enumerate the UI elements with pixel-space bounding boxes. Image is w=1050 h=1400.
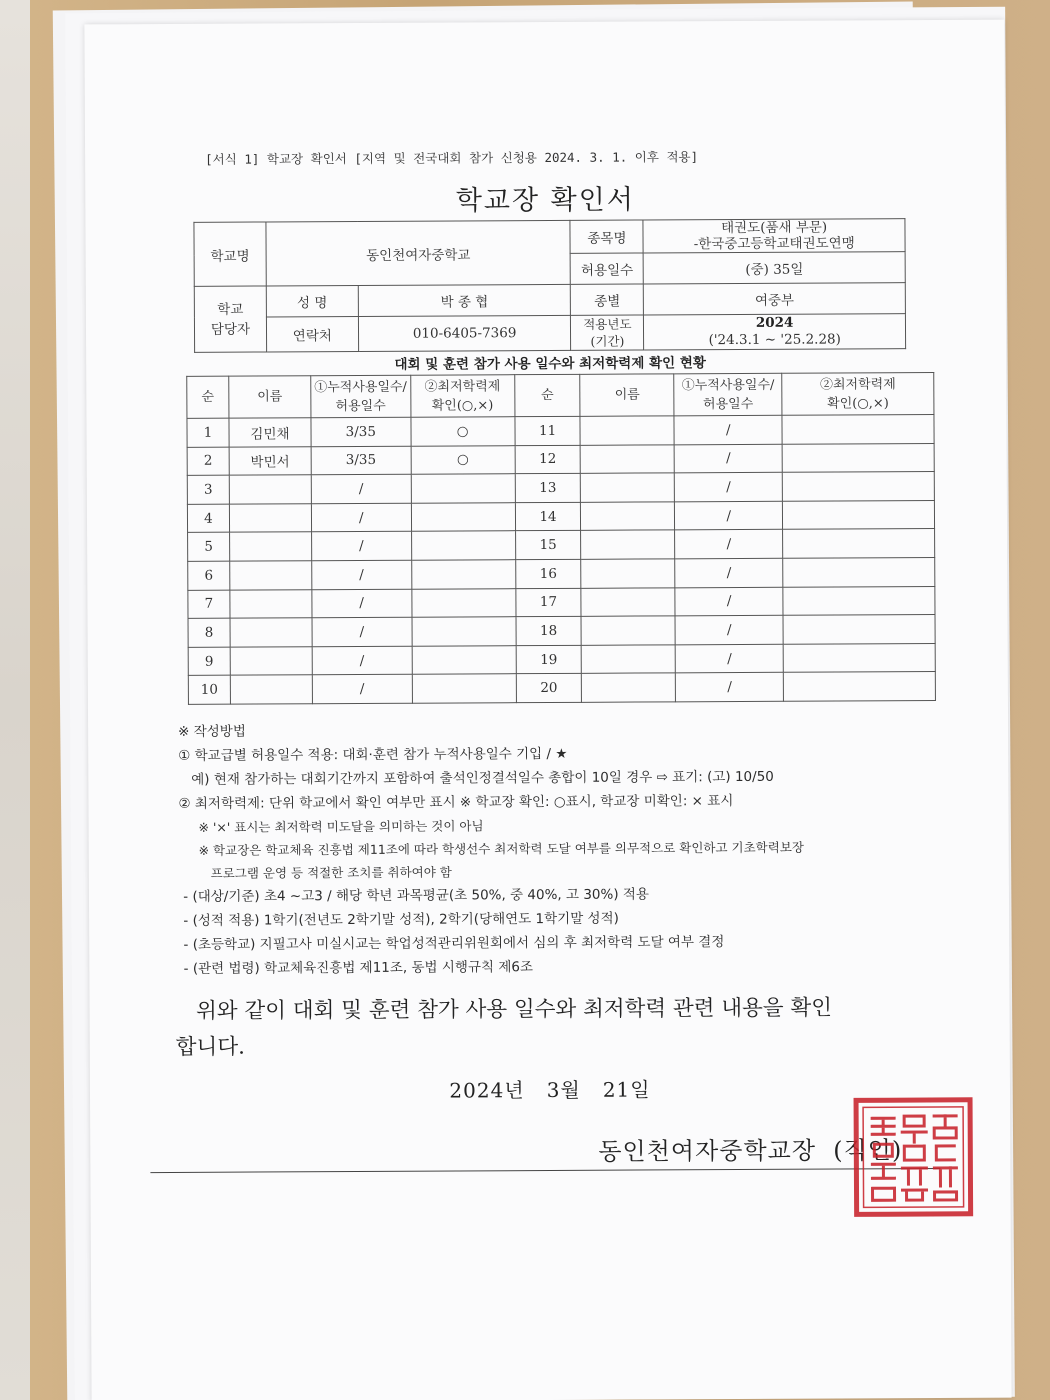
- event-value: [643, 219, 905, 253]
- document-title: 학교장 확인서: [455, 184, 635, 217]
- row-check: ○: [411, 445, 515, 474]
- signature-divider: [150, 1168, 940, 1173]
- row-num: 3: [187, 475, 229, 504]
- col-header-num-right: 순: [514, 374, 580, 416]
- row-check: [412, 588, 516, 617]
- row-days-right: /: [675, 615, 783, 644]
- instruction-line: ※ 작성방법: [178, 723, 246, 740]
- row-name: [230, 532, 312, 561]
- row-days: /: [312, 560, 412, 589]
- row-check-right: [783, 615, 935, 644]
- row-name: [230, 646, 312, 675]
- row-name-right: [582, 673, 676, 702]
- row-days-right: /: [674, 444, 782, 473]
- event-value-line1: 태권도(품새 부문): [721, 219, 828, 237]
- row-check: [411, 502, 515, 531]
- instruction-line: - (대상/기준) 초4 ~고3 / 해당 학년 과목평균(초 50%, 중 40%, 고 30%) 적용: [178, 886, 649, 905]
- row-num-right: 16: [515, 559, 581, 588]
- row-num-right: 19: [516, 645, 582, 674]
- category-value: 여중부: [644, 283, 906, 315]
- row-days-right: /: [675, 587, 783, 616]
- row-num-right: 20: [516, 674, 582, 703]
- row-check-right: [783, 672, 935, 701]
- row-days: /: [311, 474, 411, 503]
- col-header-days: [311, 375, 411, 418]
- row-check-right: [783, 500, 935, 529]
- instruction-line: 프로그램 운영 등 적절한 조치를 취하여야 함: [178, 864, 452, 881]
- row-check: [412, 645, 516, 674]
- row-days: /: [312, 617, 412, 646]
- year-value-line1: 2024: [755, 314, 794, 331]
- table-header-row: [187, 372, 934, 418]
- section-title: 대회 및 훈련 참가 사용 일수와 최저학력제 확인 현황: [394, 355, 706, 373]
- row-days-right: /: [675, 472, 783, 501]
- row-num-right: 15: [515, 531, 581, 560]
- row-num: 6: [188, 561, 230, 590]
- instruction-line: 예) 현재 참가하는 대회기간까지 포함하여 출석인정결석일수 총합이 10일 경우 ⇨ 표기: (고) 10/50: [178, 768, 774, 788]
- row-days: /: [311, 532, 411, 561]
- row-days-right: /: [675, 644, 783, 673]
- row-num: 2: [187, 447, 229, 476]
- manager-label: [194, 286, 266, 352]
- instruction-line: ① 학교급별 허용일수 적용: 대회·훈련 참가 누적사용일수 기입 / ★: [178, 745, 568, 764]
- instruction-line: - (초등학교) 지필고사 미실시교는 학업성적관리위원회에서 심의 후 최저학력 도달 여부 결정: [179, 934, 725, 953]
- instruction-line: ※ '×' 표시는 최저학력 미도달을 의미하는 것이 아님: [178, 818, 484, 835]
- instruction-line: ※ 학교장은 학교체육 진흥법 제11조에 따라 학생선수 최저학력 도달 여부를 의무적으로 확인하고 기초학력보장: [178, 839, 804, 858]
- table-row: [187, 500, 934, 533]
- row-name: [230, 589, 312, 618]
- col-header-check-line2: 확인(○,×): [431, 397, 494, 414]
- row-days-right: /: [676, 673, 784, 702]
- manager-label-line1: 학교: [217, 301, 244, 318]
- contact-value: 010-6405-7369: [358, 315, 571, 351]
- table-row: [188, 529, 935, 562]
- row-name: 박민서: [229, 446, 311, 475]
- row-num-right: 11: [515, 416, 581, 445]
- event-value-line2: -한국중고등학교태권도연맹: [693, 235, 855, 253]
- name-value: 박 종 협: [358, 284, 571, 316]
- row-days-right: /: [675, 558, 783, 587]
- row-check-right: [782, 414, 934, 443]
- col-header-check-right-line2: 확인(○,×): [827, 395, 889, 412]
- table-row: [188, 643, 935, 676]
- row-num: 4: [187, 504, 229, 533]
- closing-line1: 위와 같이 대회 및 훈련 참가 사용 일수와 최저학력 관련 내용을 확인: [175, 995, 833, 1024]
- col-header-check: [410, 375, 514, 418]
- row-check: [411, 474, 515, 503]
- row-num-right: 12: [515, 445, 581, 474]
- row-check-right: [783, 557, 935, 586]
- row-name: 김민채: [229, 418, 311, 447]
- row-name-right: [581, 616, 675, 645]
- row-days: 3/35: [311, 446, 411, 475]
- row-check: [412, 617, 516, 646]
- table-row: [187, 443, 934, 476]
- row-name-right: [581, 502, 675, 531]
- closing-line2: 합니다.: [175, 1034, 245, 1060]
- row-num: 8: [188, 618, 230, 647]
- document-sheet: [84, 20, 1011, 1400]
- row-check-right: [782, 472, 934, 501]
- col-header-days-right-line1: ①누적사용일수/: [681, 377, 775, 393]
- col-header-days-right: [674, 373, 782, 416]
- row-days-right: /: [675, 530, 783, 559]
- table-row: [188, 672, 935, 705]
- row-days: /: [312, 675, 412, 704]
- instruction-line: - (성적 적용) 1학기(전년도 2학기말 성적), 2학기(당해연도 1학기말 성적): [179, 910, 619, 929]
- row-name-right: [581, 559, 675, 588]
- row-name: [230, 618, 312, 647]
- school-name-value: 동인천여자중학교: [266, 220, 571, 286]
- row-name-right: [581, 473, 675, 502]
- row-check: [412, 674, 516, 703]
- row-check-right: [783, 643, 935, 672]
- allowed-days-label: 허용일수: [571, 253, 644, 284]
- issue-date: 2024년 3월 21일: [449, 1077, 651, 1103]
- row-num: 10: [188, 676, 230, 705]
- row-days-right: /: [674, 415, 782, 444]
- row-name-right: [581, 444, 675, 473]
- row-num: 1: [187, 418, 229, 447]
- row-name-right: [582, 645, 676, 674]
- row-check-right: [783, 586, 935, 615]
- category-label: 종별: [571, 284, 644, 315]
- year-value: [644, 314, 906, 350]
- year-label-line2: (기간): [590, 333, 625, 349]
- manager-label-line2: 담당자: [210, 321, 251, 338]
- instruction-line: - (관련 법령) 학교체육진흥법 제11조, 동법 시행규칙 제6조: [179, 959, 534, 977]
- row-name: [229, 504, 311, 533]
- official-seal-icon: [850, 1094, 977, 1221]
- row-name: [230, 675, 312, 704]
- table-row: [187, 414, 934, 447]
- background-surface: [0, 0, 30, 1400]
- col-header-check-right-line1: ②최저학력제: [819, 376, 896, 393]
- row-check-right: [782, 443, 934, 472]
- year-value-line2: ('24.3.1 ~ '25.2.28): [708, 331, 841, 349]
- row-num: 7: [188, 590, 230, 619]
- col-header-name-right: 이름: [580, 374, 674, 416]
- year-label: [571, 315, 644, 350]
- school-name-label: 학교명: [194, 222, 266, 286]
- table-row: [188, 586, 935, 619]
- year-label-line1: 적용년도: [583, 316, 632, 332]
- table-row: [188, 557, 935, 590]
- row-num-right: 13: [515, 474, 581, 503]
- principal-signature-line: 동인천여자중학교장 (직인): [598, 1136, 903, 1166]
- row-name-right: [580, 416, 674, 445]
- row-num-right: 18: [516, 616, 582, 645]
- closing-statement: [175, 990, 975, 1066]
- table-row: [188, 615, 935, 648]
- col-header-name: 이름: [229, 376, 311, 418]
- row-num-right: 14: [515, 502, 581, 531]
- row-check: [411, 531, 515, 560]
- instruction-line: ② 최저학력제: 단위 학교에서 확인 여부만 표시 ※ 학교장 확인: ○표시, 학교장 미확인: × 표시: [178, 793, 734, 812]
- writing-instructions: [178, 716, 999, 981]
- allowed-days-value: (중) 35일: [643, 252, 905, 284]
- row-days: /: [312, 646, 412, 675]
- school-info-table: [193, 218, 906, 353]
- participation-table: [186, 372, 936, 705]
- table-row: [187, 472, 934, 505]
- col-header-days-right-line2: 허용일수: [702, 396, 754, 412]
- row-name-right: [581, 587, 675, 616]
- row-num: 5: [188, 533, 230, 562]
- row-num: 9: [188, 647, 230, 676]
- col-header-check-line1: ②최저학력제: [424, 378, 501, 395]
- row-name-right: [581, 530, 675, 559]
- row-name: [230, 561, 312, 590]
- row-days: /: [312, 589, 412, 618]
- event-label: 종목명: [570, 220, 643, 253]
- form-header-note: [서식 1] 학교장 확인서 [지역 및 전국대회 참가 신청용 2024. 3. 1. 이후 적용]: [205, 149, 699, 167]
- name-label: 성 명: [266, 285, 358, 316]
- contact-label: 연락처: [266, 316, 358, 351]
- col-header-days-line2: 허용일수: [335, 398, 386, 414]
- row-num-right: 17: [515, 588, 581, 617]
- row-name: [229, 475, 311, 504]
- row-days: 3/35: [311, 417, 411, 446]
- row-check: ○: [411, 417, 515, 446]
- row-check: [411, 560, 515, 589]
- row-days: /: [311, 503, 411, 532]
- col-header-check-right: [782, 372, 934, 415]
- col-header-num: 순: [187, 376, 229, 418]
- col-header-days-line1: ①누적사용일수/: [314, 379, 407, 395]
- row-check-right: [783, 529, 935, 558]
- row-days-right: /: [675, 501, 783, 530]
